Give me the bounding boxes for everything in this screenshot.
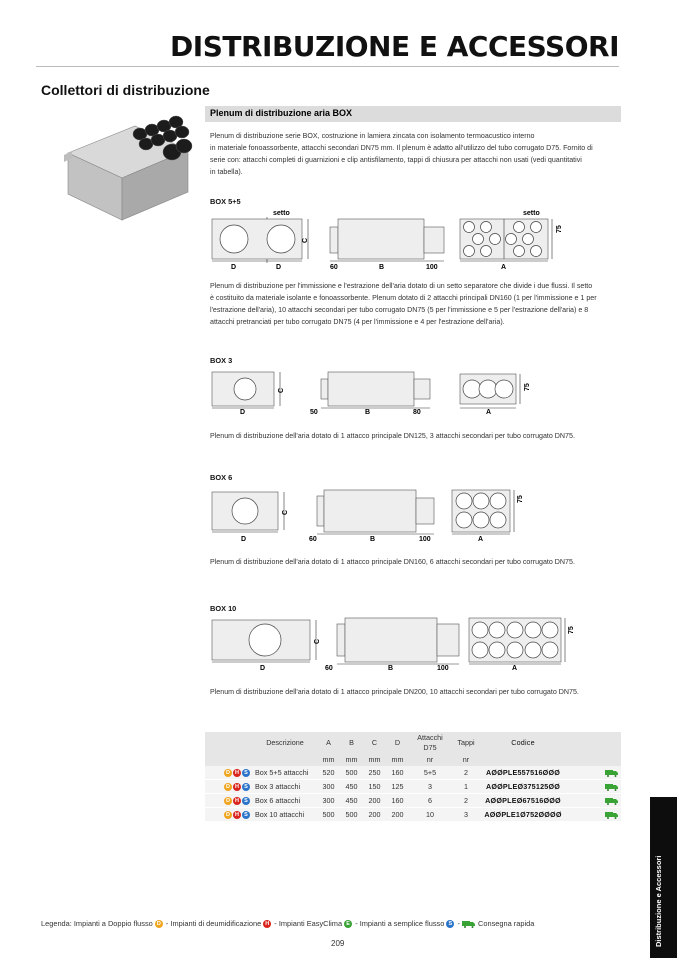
badge-semplice-flusso: S: [242, 783, 250, 791]
box55-description-line: Plenum di distribuzione per l'immissione e l'estrazione dell'aria dotato di un setto separatore che divide i due flussi. Il setto: [210, 282, 593, 290]
col-a: A: [326, 738, 331, 747]
cell-c: 200: [363, 808, 386, 822]
box3-dim-a: A: [486, 409, 492, 416]
legend: [41, 919, 534, 928]
cell-c: 250: [363, 766, 386, 780]
box55-dim-a: A: [501, 264, 507, 271]
table-row: [205, 766, 621, 780]
badge-deumidificazione: H: [233, 797, 241, 805]
box55-diagram: [205, 205, 575, 273]
box55-dim-60: 60: [330, 264, 338, 271]
cell-tappi: 2: [451, 766, 481, 780]
truck-icon: [605, 783, 619, 791]
box6-dim-c: C: [282, 509, 289, 515]
cell-attacchi: 6: [409, 794, 451, 808]
box55-dim-d1: D: [231, 264, 237, 271]
legend-rapida: Consegna rapida: [475, 919, 535, 928]
legend-badge-doppio: D: [155, 920, 163, 928]
badge-doppio-flusso: D: [224, 797, 232, 805]
col-tappi: Tappi: [457, 738, 475, 747]
table-header-row: [205, 732, 621, 754]
col-c: C: [371, 738, 378, 747]
box55-dim-b: B: [379, 264, 385, 271]
product-photo: [60, 108, 195, 228]
truck-icon: [462, 920, 476, 928]
legend-badge-semplice: S: [446, 920, 454, 928]
box6-diagram: [205, 486, 535, 546]
cell-b: 450: [340, 780, 363, 794]
truck-icon: [605, 797, 619, 805]
table-row: [205, 780, 621, 794]
cell-a: 500: [317, 808, 340, 822]
box55-description: [210, 280, 626, 328]
box55-label: BOX 5+5: [210, 197, 241, 206]
unit-descrizione: [253, 754, 317, 766]
box55-description-line: attacchi pretranciati per tubo corrugato DN75 (4 per l'immissione e 4 per l'estrazione dell'aria).: [210, 318, 505, 326]
col-codice: Codice: [511, 738, 535, 747]
legend-sep: -: [455, 919, 462, 928]
cell-attacchi: 10: [409, 808, 451, 822]
legend-deum: - Impianti di deumidificazione: [163, 919, 262, 928]
box6-dim-b: B: [370, 536, 376, 543]
box10-diagram: [205, 612, 580, 674]
cell-b: 500: [340, 808, 363, 822]
box3-dim-b: B: [365, 409, 371, 416]
cell-c: 150: [363, 780, 386, 794]
badge-doppio-flusso: D: [224, 811, 232, 819]
box3-dim-d: D: [240, 409, 246, 416]
unit-b: mm: [345, 755, 358, 764]
cell-attacchi: 5+5: [409, 766, 451, 780]
badge-semplice-flusso: S: [242, 769, 250, 777]
box55-description-line: è costituito da materiale isolante e fonoassorbente. Plenum dotato di 2 attacchi principali DN160 (1 per l'immissione e 1 per: [210, 294, 597, 302]
legend-badge-deum: H: [263, 920, 271, 928]
product-description-line: serie con: attacchi completi di guarnizioni e clip antisfilamento, tappi di chiusura per attacchi non usati (vedi quantitativi: [210, 156, 582, 164]
box10-dim-d: D: [260, 665, 266, 672]
table-row: [205, 794, 621, 808]
box10-dim-100: 100: [437, 665, 449, 672]
box55-dim-d2: D: [276, 264, 282, 271]
sidebar-chapter-label: Distribuzione e Accessori: [654, 855, 663, 947]
badge-doppio-flusso: D: [224, 769, 232, 777]
box3-dim-50: 50: [310, 409, 318, 416]
box10-dim-b: B: [388, 665, 394, 672]
cell-desc: Box 6 attacchi: [253, 794, 317, 808]
cell-tappi: 2: [451, 794, 481, 808]
badge-doppio-flusso: D: [224, 783, 232, 791]
cell-a: 520: [317, 766, 340, 780]
cell-a: 300: [317, 794, 340, 808]
box55-dim-75: 75: [556, 225, 563, 233]
cell-b: 450: [340, 794, 363, 808]
box10-dim-a: A: [512, 665, 518, 672]
box6-label: BOX 6: [210, 473, 233, 482]
box10-dim-c: C: [314, 638, 321, 644]
col-b: B: [349, 738, 354, 747]
cell-d: 160: [386, 794, 409, 808]
unit-a: mm: [322, 755, 335, 764]
cell-d: 125: [386, 780, 409, 794]
product-description: [210, 130, 626, 178]
badge-deumidificazione: H: [233, 783, 241, 791]
box3-dim-c: C: [278, 387, 285, 393]
cell-d: 200: [386, 808, 409, 822]
box55-description-line: l'estrazione dell'aria), 10 attacchi secondari per tubo corrugato DN75 (5 per l'immissione e 5 per l'estrazione dell'aria) e 8: [210, 306, 589, 314]
legend-badge-easy: E: [344, 920, 352, 928]
product-header-title: Plenum di distribuzione aria BOX: [210, 108, 353, 118]
cell-c: 200: [363, 794, 386, 808]
product-description-line: in materiale fonoassorbente, attacchi secondari DN75 mm. Il plenum è adatto all'utilizzo del tubo corrugato D75. Fornito di: [210, 144, 593, 152]
box6-dim-100: 100: [419, 536, 431, 543]
cell-desc: Box 3 attacchi: [253, 780, 317, 794]
cell-codice: AØØPLEØ67516ØØØ: [481, 794, 565, 808]
truck-icon: [605, 769, 619, 777]
section-title: Collettori di distribuzione: [41, 82, 210, 98]
badge-semplice-flusso: S: [242, 797, 250, 805]
badge-deumidificazione: H: [233, 769, 241, 777]
cell-a: 300: [317, 780, 340, 794]
unit-d: mm: [391, 755, 404, 764]
cell-desc: Box 10 attacchi: [253, 808, 317, 822]
cell-codice: AØØPLEØ375125ØØ: [481, 780, 565, 794]
box3-description: Plenum di distribuzione dell'aria dotato di 1 attacco principale DN125, 3 attacchi secondari per tubo corrugato DN75.: [210, 432, 575, 440]
box10-dim-75: 75: [568, 626, 575, 634]
box3-label: BOX 3: [210, 356, 233, 365]
page-main-title: DISTRIBUZIONE E ACCESSORI: [170, 30, 619, 63]
col-attacchi: Attacchi D75: [417, 733, 443, 752]
cell-tappi: 1: [451, 780, 481, 794]
unit-c: mm: [368, 755, 381, 764]
cell-codice: AØØPLE1Ø752ØØØØ: [481, 808, 565, 822]
box6-description: Plenum di distribuzione dell'aria dotato di 1 attacco principale DN160, 6 attacchi secondari per tubo corrugato DN75.: [210, 558, 575, 566]
spec-table: [205, 732, 621, 822]
box6-dim-d: D: [241, 536, 247, 543]
box10-description: Plenum di distribuzione dell'aria dotato di 1 attacco principale DN200, 10 attacchi secondari per tubo corrugato DN75.: [210, 688, 579, 696]
unit-attacchi: nr: [426, 755, 434, 764]
box55-dim-100: 100: [426, 264, 438, 271]
box10-label: BOX 10: [210, 604, 237, 613]
table-units-row: [205, 754, 621, 766]
col-descrizione: Descrizione: [266, 738, 304, 747]
box55-setto2: setto: [523, 210, 540, 217]
box10-dim-60: 60: [325, 665, 333, 672]
sidebar-chapter-tab: [650, 797, 677, 958]
cell-b: 500: [340, 766, 363, 780]
table-row: [205, 808, 621, 822]
box3-dim-80: 80: [413, 409, 421, 416]
box55-dim-c: C: [302, 237, 309, 243]
product-header: [205, 106, 621, 122]
product-description-line: in tabella).: [210, 168, 243, 176]
cell-codice: AØØPLE557516ØØØ: [481, 766, 565, 780]
cell-desc: Box 5+5 attacchi: [253, 766, 317, 780]
box3-dim-75: 75: [524, 383, 531, 391]
legend-easy: - Impianti EasyClima: [272, 919, 343, 928]
unit-codice: [481, 754, 565, 766]
cell-d: 160: [386, 766, 409, 780]
cell-attacchi: 3: [409, 780, 451, 794]
title-divider: [36, 66, 619, 67]
product-description-line: Plenum di distribuzione serie BOX, costruzione in lamiera zincata con isolamento termoacustico interno: [210, 132, 535, 140]
box6-dim-a: A: [478, 536, 484, 543]
truck-icon: [605, 811, 619, 819]
cell-tappi: 3: [451, 808, 481, 822]
box3-diagram: [205, 366, 535, 418]
legend-prefix: Legenda: Impianti a Doppio flusso: [41, 919, 153, 928]
page-number: 209: [331, 939, 345, 948]
box6-dim-75: 75: [517, 495, 524, 503]
box55-setto: setto: [273, 210, 290, 217]
badge-semplice-flusso: S: [242, 811, 250, 819]
legend-semplice: - Impianti a semplice flusso: [353, 919, 445, 928]
badge-deumidificazione: H: [233, 811, 241, 819]
col-d: D: [394, 738, 401, 747]
box6-dim-60: 60: [309, 536, 317, 543]
unit-tappi: nr: [462, 755, 470, 764]
